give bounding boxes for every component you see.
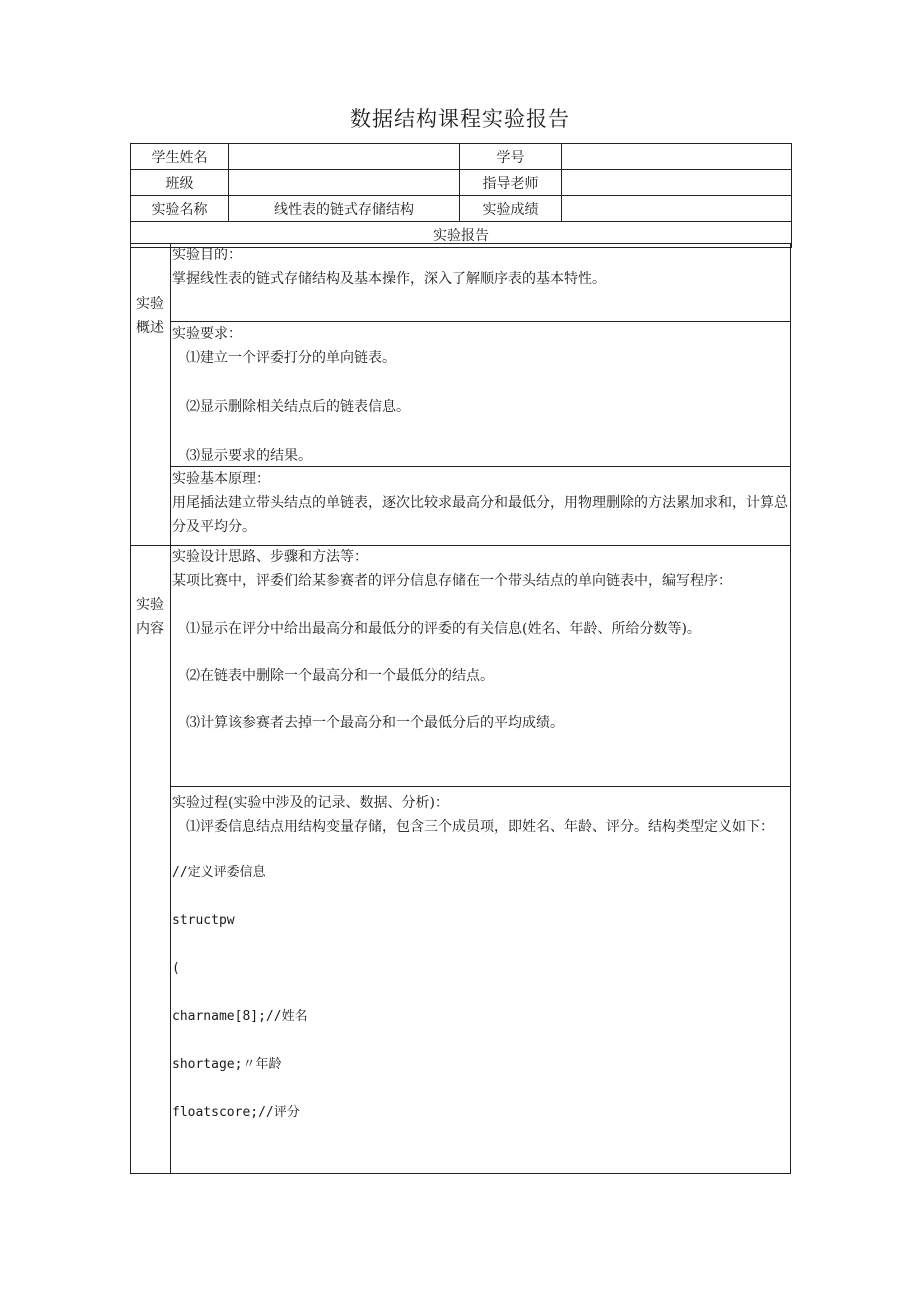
process-section xyxy=(170,786,790,1174)
experiment-name-value: 线性表的链式存储结构 xyxy=(229,196,460,222)
student-id-value xyxy=(562,144,792,170)
requirements-section xyxy=(170,321,790,467)
purpose-heading: 实验目的： xyxy=(172,247,242,263)
grade-value xyxy=(562,196,792,222)
principle-section xyxy=(170,466,790,546)
class-label: 班级 xyxy=(131,170,229,196)
advisor-value xyxy=(562,170,792,196)
report-label: 实验报告 xyxy=(131,222,792,248)
advisor-label: 指导老师 xyxy=(460,170,562,196)
student-name-value xyxy=(229,144,460,170)
overview-side-label-line2: 概述 xyxy=(136,320,164,336)
content-side-label-line2: 内容 xyxy=(136,621,164,637)
code-line: shortage;〃年龄 xyxy=(172,1057,282,1072)
grade-label: 实验成绩 xyxy=(460,196,562,222)
code-line: floatscore;//评分 xyxy=(172,1105,300,1120)
design-item: ⑶计算该参赛者去掉一个最高分和一个最低分后的平均成绩。 xyxy=(186,715,564,731)
process-text: ⑴评委信息结点用结构变量存储，包含三个成员项，即姓名、年龄、评分。结构类型定义如下： xyxy=(186,819,774,835)
content-side-label-line1: 实验 xyxy=(136,597,164,613)
design-section xyxy=(170,545,790,787)
table-row xyxy=(131,170,792,196)
student-id-label: 学号 xyxy=(460,144,562,170)
class-value xyxy=(229,170,460,196)
principle-heading: 实验基本原理： xyxy=(172,471,270,487)
principle-text: 用尾插法建立带头结点的单链表，逐次比较求最高分和最低分，用物理删除的方法累加求和，计算总分及平均分。 xyxy=(172,495,788,535)
purpose-section xyxy=(170,243,790,322)
design-heading: 实验设计思路、步骤和方法等： xyxy=(172,549,368,565)
design-item: ⑵在链表中删除一个最高分和一个最低分的结点。 xyxy=(186,668,494,684)
page-title: 数据结构课程实验报告 xyxy=(350,107,570,131)
student-name-label: 学生姓名 xyxy=(131,144,229,170)
requirement-item: ⑴建立一个评委打分的单向链表。 xyxy=(186,350,396,366)
design-text: 某项比赛中，评委们给某参赛者的评分信息存储在一个带头结点的单向链表中，编写程序： xyxy=(172,573,732,589)
experiment-name-label: 实验名称 xyxy=(131,196,229,222)
content-side-label xyxy=(130,593,170,641)
design-item: ⑴显示在评分中给出最高分和最低分的评委的有关信息(姓名、年龄、所给分数等)。 xyxy=(186,621,701,637)
table-row xyxy=(131,196,792,222)
process-heading: 实验过程(实验中涉及的记录、数据、分析)： xyxy=(172,795,449,811)
purpose-text: 掌握线性表的链式存储结构及基本操作，深入了解顺序表的基本特性。 xyxy=(172,271,606,287)
code-line: //定义评委信息 xyxy=(172,865,266,880)
code-line: charname[8];//姓名 xyxy=(172,1009,308,1024)
requirement-item: ⑶显示要求的结果。 xyxy=(186,448,312,464)
overview-side-label xyxy=(130,292,170,340)
requirement-item: ⑵显示删除相关结点后的链表信息。 xyxy=(186,399,410,415)
code-line: ( xyxy=(172,961,180,976)
info-table xyxy=(130,143,792,248)
code-line: structpw xyxy=(172,913,235,928)
overview-side-label-line1: 实验 xyxy=(136,296,164,312)
requirements-heading: 实验要求： xyxy=(172,326,242,342)
table-row xyxy=(131,144,792,170)
